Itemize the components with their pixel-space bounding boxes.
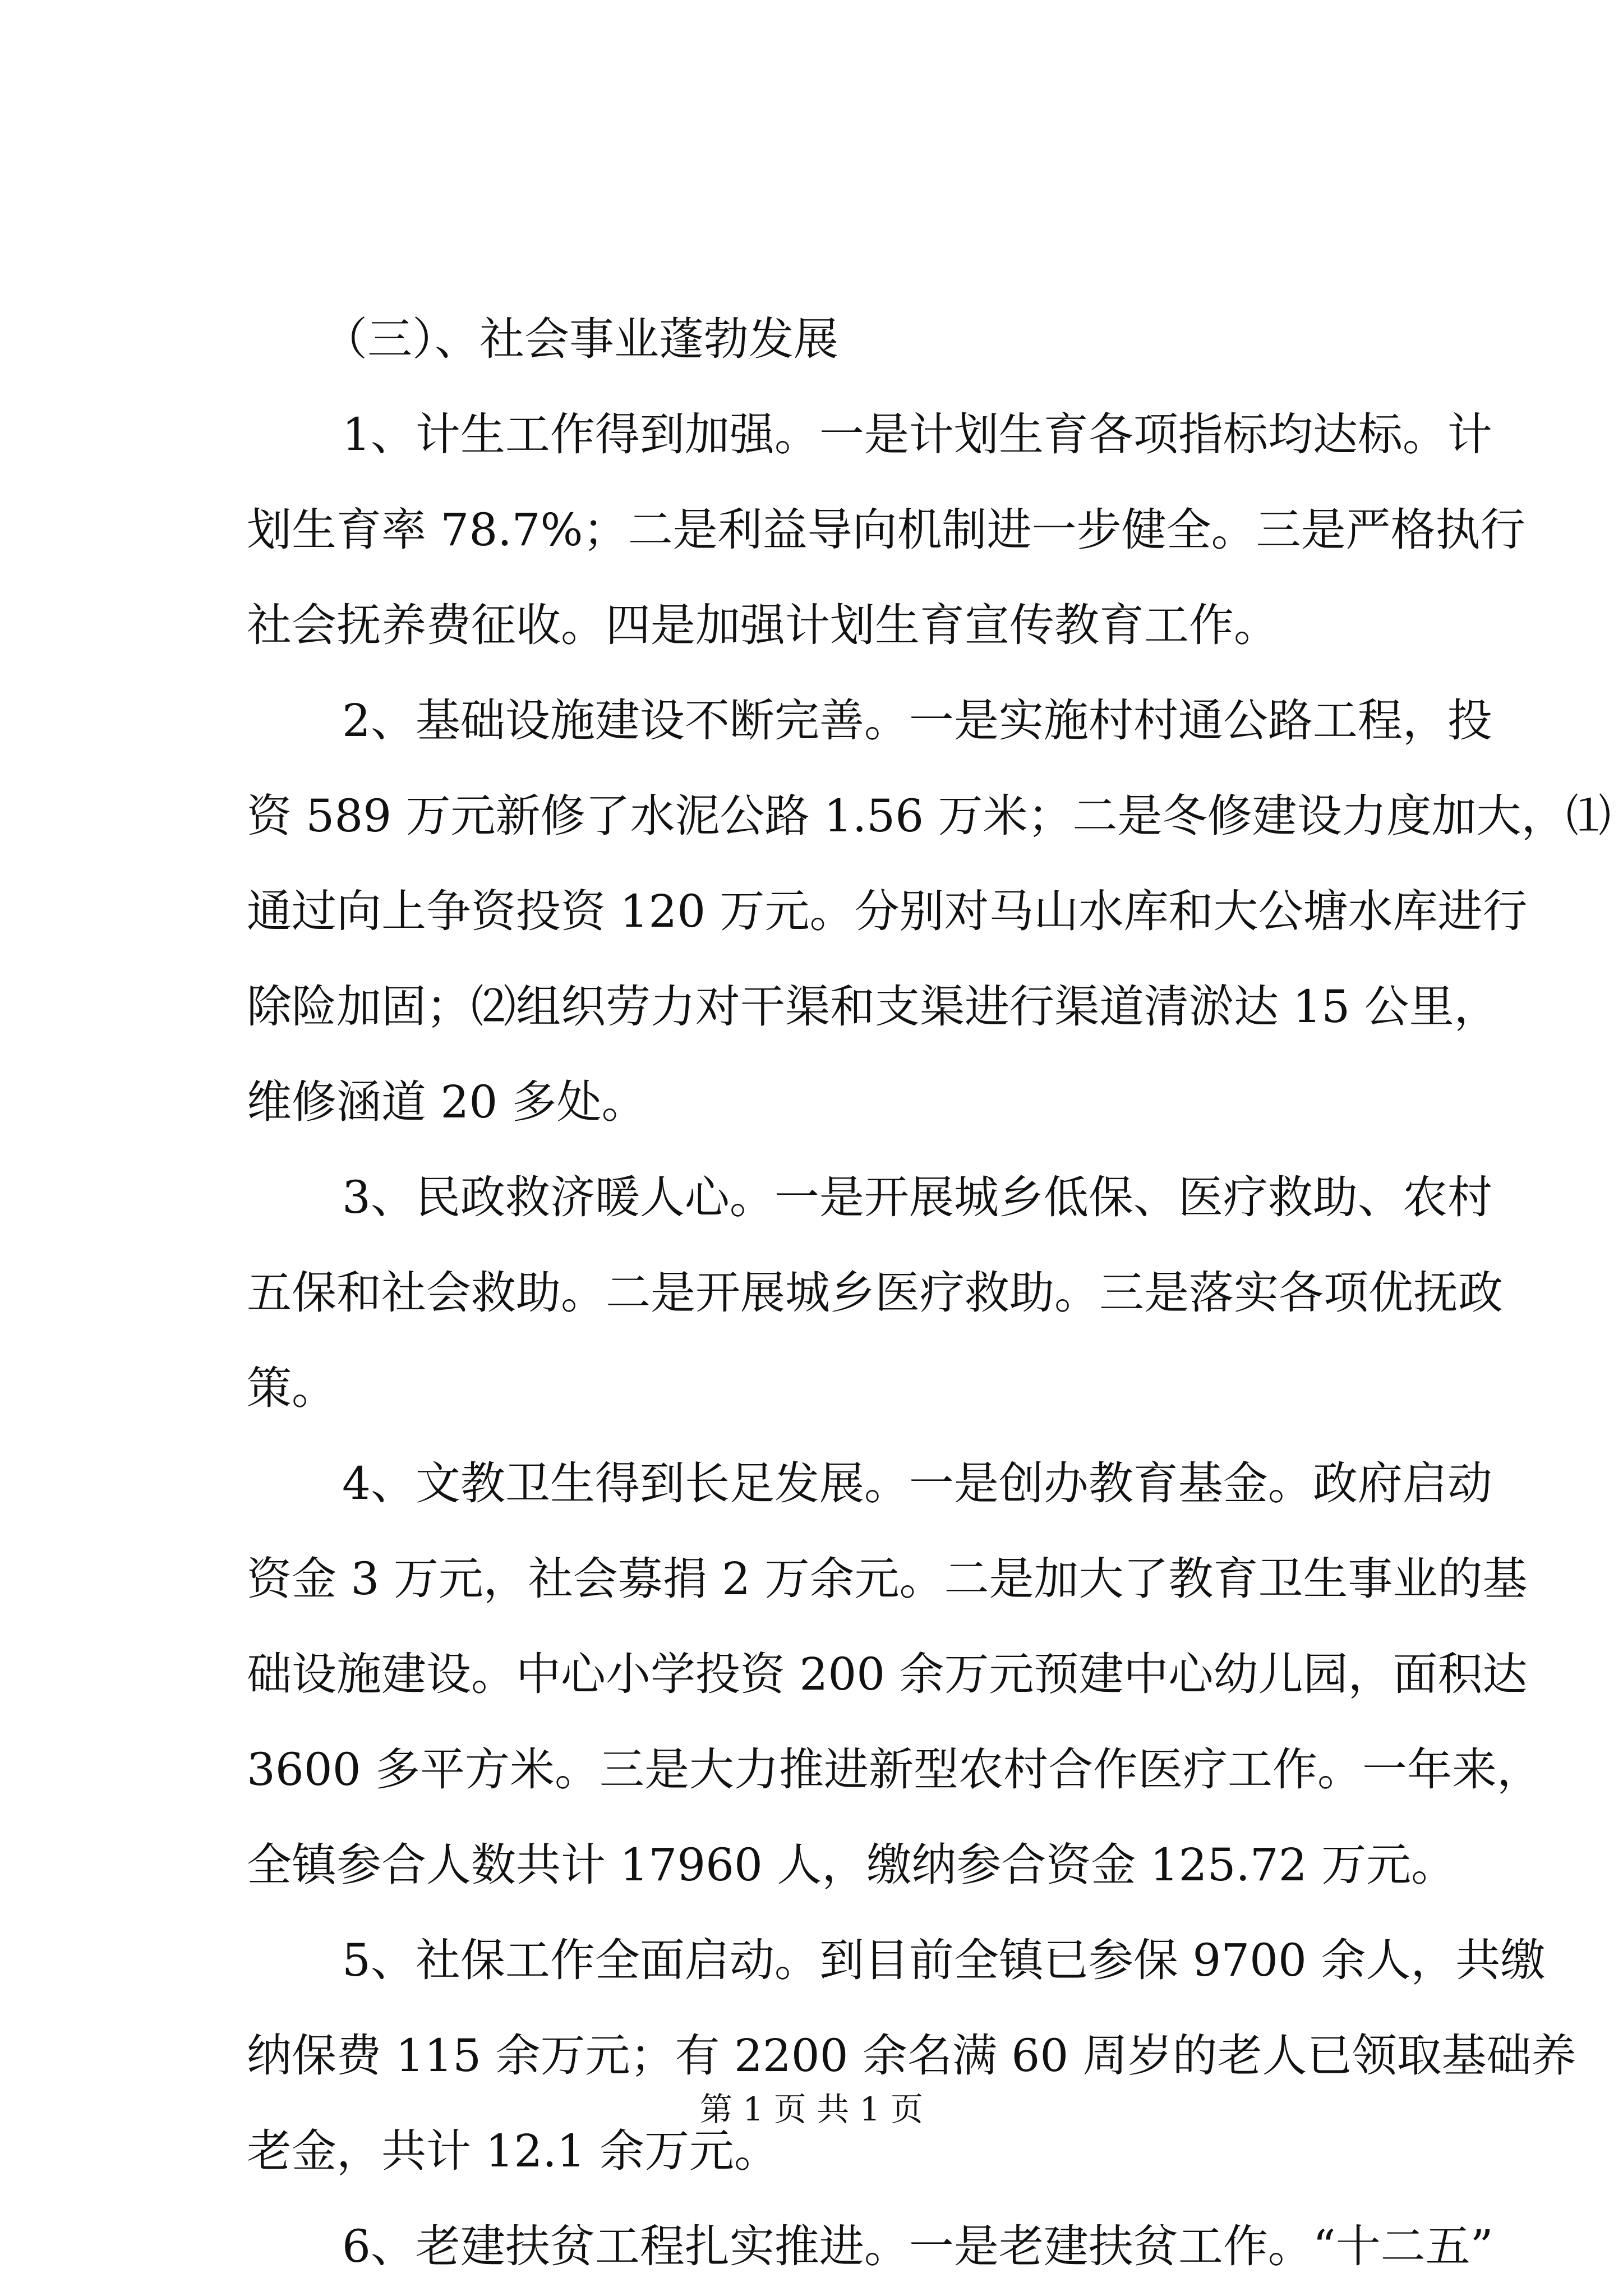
paragraph-line: 2、基础设施建设不断完善。一是实施村村通公路工程，投 — [342, 694, 1492, 747]
paragraph-line: 策。 — [247, 1362, 336, 1414]
paragraph-line: 资金 3 万元，社会募捐 2 万余元。二是加大了教育卫生事业的基 — [247, 1553, 1528, 1605]
paragraph-line: 五保和社会救助。二是开展城乡医疗救助。三是落实各项优抚政 — [247, 1267, 1503, 1319]
paragraph-civil-affairs — [247, 1150, 1503, 1436]
paragraph-line: 3600 多平方米。三是大力推进新型农村合作医疗工作。一年来， — [247, 1743, 1542, 1796]
paragraph-line: 全镇参合人数共计 17960 人，缴纳参合资金 125.72 万元。 — [247, 1839, 1456, 1891]
paragraph-family-planning — [247, 387, 1525, 673]
paragraph-line: 划生育率 78.7%；二是利益导向机制进一步健全。三是严格执行 — [247, 504, 1525, 556]
paragraph-line: 资 589 万元新修了水泥公路 1.56 万米；二是冬修建设力度加大，⑴ — [247, 790, 1611, 842]
section-heading: （三）、社会事业蓬勃发展 — [322, 313, 838, 365]
paragraph-infrastructure — [247, 673, 1611, 1150]
paragraph-line: 社会抚养费征收。四是加强计划生育宣传教育工作。 — [247, 599, 1279, 651]
paragraph-line: 除险加固；⑵组织劳力对干渠和支渠进行渠道清淤达 15 公里， — [247, 981, 1499, 1033]
paragraph-line: 6、老建扶贫工程扎实推进。一是老建扶贫工作。“十二五” — [342, 2220, 1493, 2272]
paragraph-poverty-alleviation — [247, 2199, 1493, 2294]
paragraph-social-security — [247, 1913, 1576, 2199]
paragraph-education-health — [247, 1436, 1542, 1913]
page-footer: 第 1 页 共 1 页 — [700, 2090, 923, 2128]
paragraph-line: 维修涵道 20 多处。 — [247, 1076, 647, 1128]
paragraph-line: 5、社保工作全面启动。到目前全镇已参保 9700 余人，共缴 — [342, 1934, 1546, 1986]
paragraph-line: 础设施建设。中心小学投资 200 余万元预建中心幼儿园，面积达 — [247, 1648, 1528, 1700]
paragraph-line: 4、文教卫生得到长足发展。一是创办教育基金。政府启动 — [342, 1457, 1492, 1510]
paragraph-line: 通过向上争资投资 120 万元。分别对马山水库和大公塘水库进行 — [247, 885, 1528, 937]
paragraph-line: 1、计生工作得到加强。一是计划生育各项指标均达标。计 — [342, 408, 1492, 461]
paragraph-line: 老金，共计 12.1 余万元。 — [247, 2125, 779, 2177]
document-body — [247, 292, 1611, 2294]
paragraph-line: 纳保费 115 余万元；有 2200 余名满 60 周岁的老人已领取基础养 — [247, 2030, 1576, 2082]
paragraph-line: 3、民政救济暖人心。一是开展城乡低保、医疗救助、农村 — [342, 1171, 1492, 1223]
